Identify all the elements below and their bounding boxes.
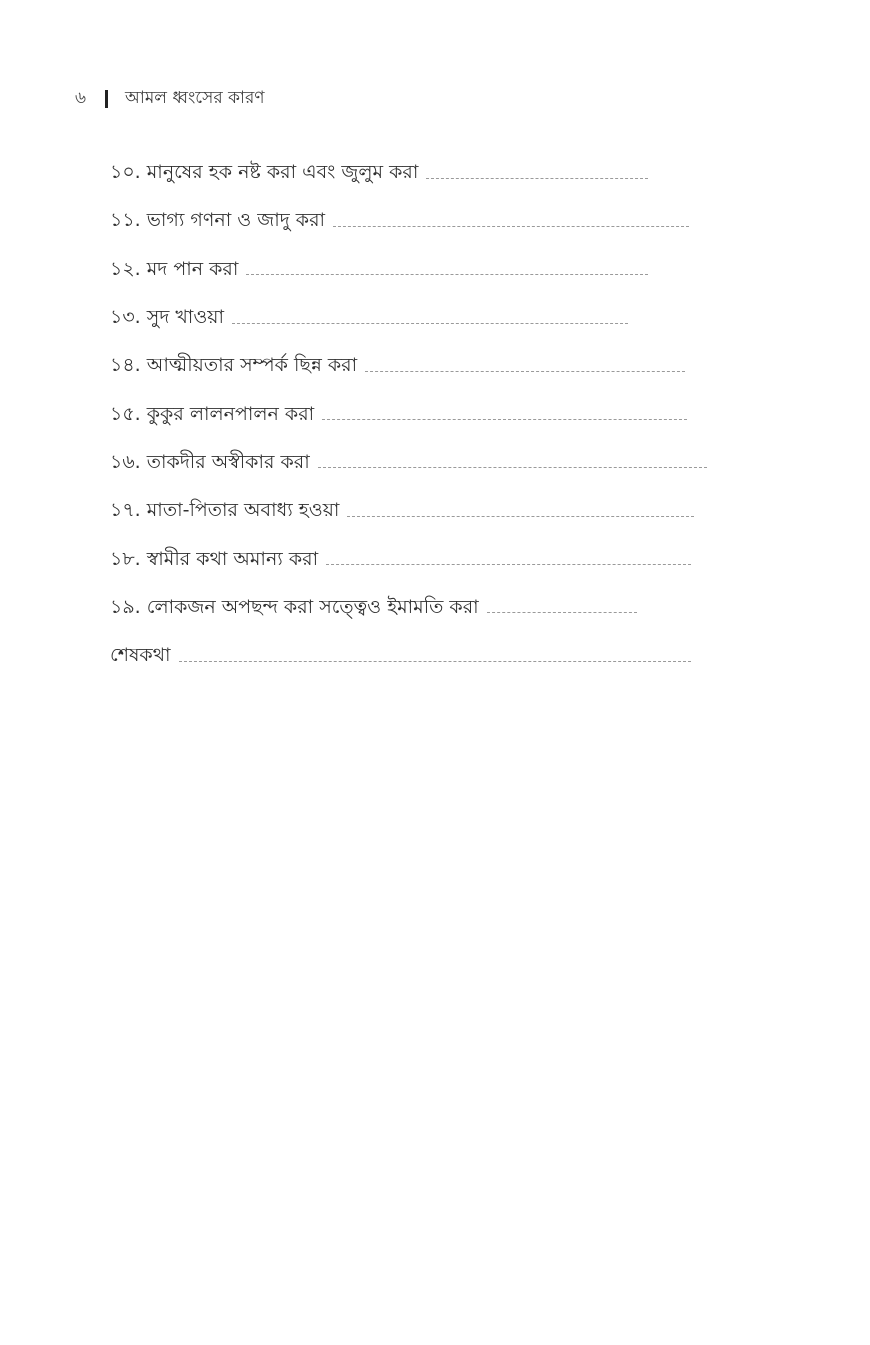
header-divider (105, 90, 108, 108)
toc-dot-leader (318, 467, 707, 468)
toc-dot-leader (322, 419, 687, 420)
toc-entry[interactable] (110, 488, 730, 536)
toc-entry[interactable] (110, 536, 730, 584)
toc-entry[interactable] (110, 198, 730, 246)
toc-dot-leader (365, 371, 685, 372)
toc-entry-title: ১১. ভাগ্য গণনা ও জাদু করা (110, 209, 326, 232)
page-number: ৬ (75, 88, 87, 108)
toc-dot-leader (179, 661, 691, 662)
toc-dot-leader (333, 226, 689, 227)
toc-entry-title: ১৬. তাকদীর অস্বীকার করা (110, 450, 310, 473)
toc-entry-title: ১৭. মাতা-পিতার অবাধ্য হওয়া (110, 499, 340, 522)
toc-dot-leader (487, 612, 637, 613)
toc-dot-leader (232, 323, 628, 324)
toc-entry[interactable] (110, 585, 730, 633)
table-of-contents (110, 150, 730, 681)
toc-entry[interactable] (110, 343, 730, 391)
toc-dot-leader (326, 564, 691, 565)
toc-entry-title: ১৪. আত্মীয়তার সম্পর্ক ছিন্ন করা (110, 354, 358, 377)
running-title: আমল ধ্বংসের কারণ (125, 88, 265, 108)
toc-entry-title: ১৫. কুকুর লালনপালন করা (110, 402, 315, 425)
toc-entry[interactable] (110, 247, 730, 295)
toc-entry[interactable] (110, 440, 730, 488)
toc-entry-title: শেষকথা (110, 644, 171, 667)
toc-entry-title: ১২. মদ পান করা (110, 257, 239, 280)
toc-entry-title: ১৮. স্বামীর কথা অমান্য করা (110, 547, 319, 570)
toc-entry[interactable] (110, 633, 730, 681)
toc-dot-leader (426, 178, 648, 179)
toc-entry-title: ১৩. সুদ খাওয়া (110, 306, 225, 329)
toc-dot-leader (246, 274, 648, 275)
toc-entry[interactable] (110, 150, 730, 198)
running-header (75, 84, 265, 114)
toc-entry[interactable] (110, 295, 730, 343)
toc-entry[interactable] (110, 391, 730, 439)
toc-dot-leader (347, 516, 694, 517)
toc-entry-title: ১৯. লোকজন অপছন্দ করা সত্ত্বেও ইমামতি করা (110, 595, 479, 618)
toc-entry-title: ১০. মানুষের হক নষ্ট করা এবং জুলুম করা (110, 161, 419, 184)
